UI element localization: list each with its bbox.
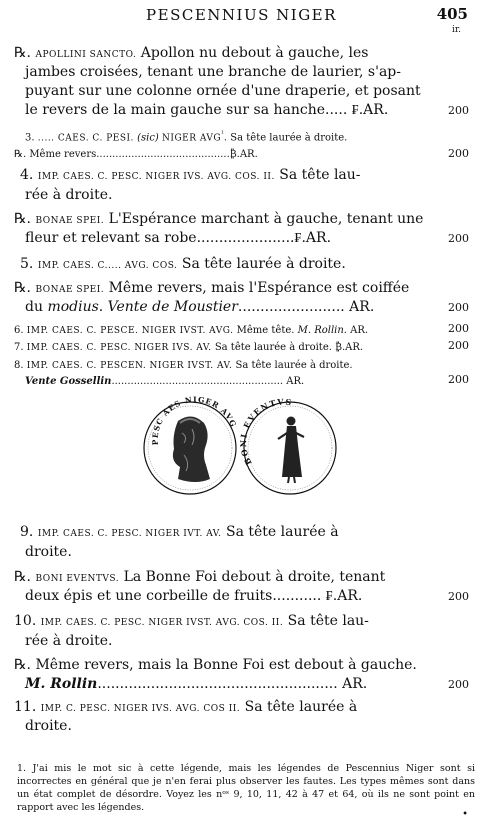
entry-line: 6. IMP. CAES. C. PESCE. NIGER IVST. AVG. Même tête. M. Rollin. AR.	[14, 325, 369, 336]
entry-line: 10. IMP. CAES. C. PESC. NIGER IVST. AVG. COS. II. Sa tête lau-	[14, 613, 369, 629]
price: 200	[448, 339, 469, 352]
price: 200	[448, 590, 469, 603]
entry-line: 3. ..... CAES. C. PESI. (sic) NIGER $AVG^{^1}$. Sa tête laurée à droite.	[25, 130, 348, 144]
entry-line: le revers de la main gauche sur sa hanche..... ₣.AR.	[25, 102, 389, 118]
coin-reverse	[238, 396, 336, 494]
entry-line: 5. IMP. CAES. C..... AVG. COS. Sa tête laurée à droite.	[20, 256, 346, 272]
header-mark: ir.	[451, 25, 461, 35]
coin-obverse-legend: PESC AES NIGER AVG	[150, 395, 239, 446]
entry-line: deux épis et une corbeille de fruits........... ₣.AR.	[25, 588, 363, 604]
price: 200	[448, 373, 469, 386]
entry-line: fleur et relevant sa robe......................₣.AR.	[25, 230, 332, 246]
entry-line: ℞. BONAE SPEI. Même revers, mais l'Espérance est coiffée	[14, 280, 410, 296]
running-header-title: PESCENNIUS NIGER	[146, 6, 337, 24]
entry-line: jambes croisées, tenant une branche de laurier, s'ap-	[25, 64, 401, 80]
entry-line: droite.	[25, 544, 72, 560]
price: 200	[448, 147, 469, 160]
coin-obverse	[144, 395, 238, 494]
entry-line: 8. IMP. CAES. C. PESCEN. NIGER IVST. AV. Sa tête laurée à droite.	[14, 360, 353, 371]
entry-line: 7. IMP. CAES. C. PESC. NIGER IVS. AV. Sa tête laurée à droite. ₿.AR.	[14, 342, 364, 353]
entry-line: puyant sur une colonne ornée d'une draperie, et posant	[25, 83, 421, 99]
corner-mark: •	[462, 809, 468, 820]
entry-line: M. Rollin...................................................... AR.	[25, 676, 368, 692]
entry-line: rée à droite.	[25, 633, 113, 649]
entry-line: Vente Gossellin...................................................... AR.	[25, 376, 305, 387]
entry-line: ℞. BONAE SPEI. L'Espérance marchant à gauche, tenant une	[14, 211, 424, 227]
price: 200	[448, 678, 469, 691]
price: 200	[448, 322, 469, 335]
entry-line: droite.	[25, 718, 72, 734]
entry-line: ℞. Même revers, mais la Bonne Foi est debout à gauche.	[14, 657, 417, 673]
coin-illustration	[140, 393, 340, 503]
entry-line: du modius. Vente de Moustier........................ AR.	[25, 299, 375, 315]
price: 200	[448, 104, 469, 117]
entry-line: rée à droite.	[25, 187, 113, 203]
entry-line: 4. IMP. CAES. C. PESC. NIGER IVS. AVG. COS. II. Sa tête lau-	[20, 167, 361, 183]
entry-line: ℞. BONI EVENTVS. La Bonne Foi debout à droite, tenant	[14, 569, 386, 585]
entry-line: 9. IMP. CAES. C. PESC. NIGER IVT. AV. Sa tête laurée à	[20, 524, 339, 540]
price: 200	[448, 301, 469, 314]
footnote: 1. J'ai mis le mot sic à cette légende, mais les légendes de Pescennius Niger sont si incorrectes en général que je n'en ferai plus observer les fautes. Les types mêmes sont dans un état complet de désordre. Voyez les nᵒˢ 9, 10, 11, 42 à 47 et 64, où ils ne sont point en rapport avec les légendes.	[17, 763, 475, 813]
entry-line: 11. IMP. C. PESC. NIGER IVS. AVG. COS II. Sa tête laurée à	[14, 699, 358, 715]
entry-line: ℞. Même revers..........................................₿.AR.	[14, 149, 258, 160]
price: 200	[448, 232, 469, 245]
entry-line: ℞. APOLLINI SANCTO. Apollon nu debout à gauche, les	[14, 45, 369, 61]
coin-reverse-legend: BONI EVENTVS	[238, 396, 294, 467]
page-number: 405	[436, 5, 468, 23]
